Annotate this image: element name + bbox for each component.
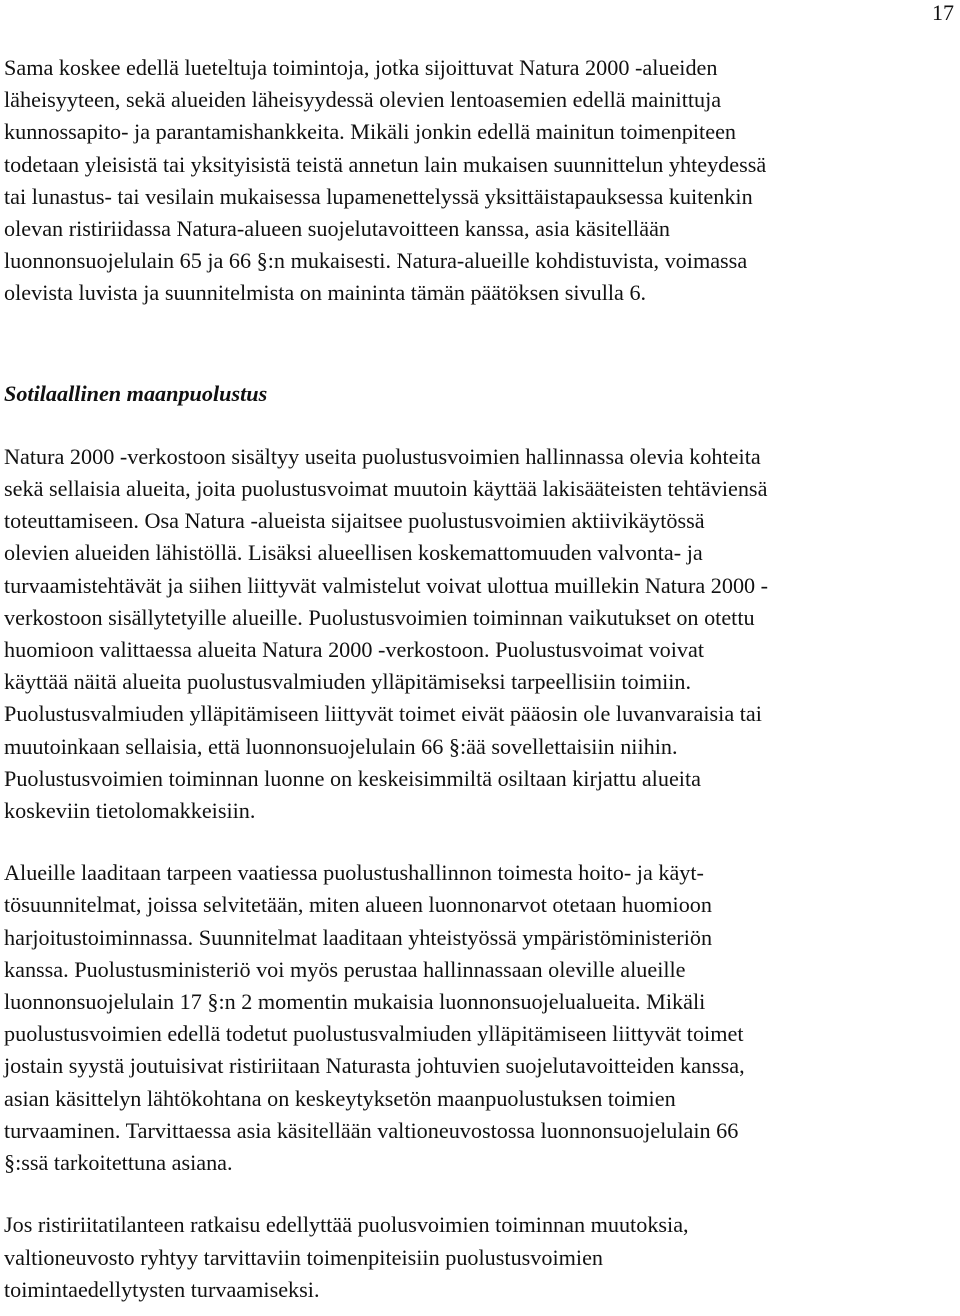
paragraph-4	[4, 1209, 954, 1306]
text-line: muutoinkaan sellaisia, että luonnonsuojelulain 66 §:ää sovellettaisiin niihin.	[4, 733, 678, 759]
text-line: Natura 2000 -verkostoon sisältyy useita puolustusvoimien hallinnassa olevia kohteita	[4, 443, 761, 469]
text-line: kunnossapito- ja parantamishankkeita. Mikäli jonkin edellä mainitun toimenpiteen	[4, 119, 737, 145]
paragraph-3	[4, 857, 954, 1179]
text-line: huomioon valittaessa alueita Natura 2000 -verkostoon. Puolustusvoimat voivat	[4, 637, 705, 663]
text-line: käyttää näitä alueita puolustusvalmiuden ylläpitämiseksi tarpeellisiin toimiin.	[4, 669, 692, 695]
text-line: Alueille laaditaan tarpeen vaatiessa puolustushallinnon toimesta hoito- ja käyt-	[4, 860, 704, 886]
text-line: valtioneuvosto ryhtyy tarvittaviin toimenpiteisiin puolustusvoimien	[4, 1244, 604, 1270]
text-line: asian käsittelyn lähtökohtana on keskeytyksetön maanpuolustuksen toimien	[4, 1085, 676, 1111]
text-line: toteuttamiseen. Osa Natura -alueista sijaitsee puolustusvoimien aktiivikäytössä	[4, 508, 705, 534]
text-line: Puolustusvalmiuden ylläpitämiseen liittyvät toimet eivät pääosin ole luvanvaraisia tai	[4, 701, 762, 727]
text-line: olevista luvista ja suunnitelmista on maininta tämän päätöksen sivulla 6.	[4, 280, 647, 306]
text-line: kanssa. Puolustusministeriö voi myös perustaa hallinnassaan oleville alueille	[4, 956, 686, 982]
section-heading: Sotilaallinen maanpuolustus	[4, 380, 268, 406]
text-line: sekä sellaisia alueita, joita puolustusvoimat muutoin käyttää lakisääteisten tehtäviensä	[4, 476, 768, 502]
text-line: toimintaedellytysten turvaamiseksi.	[4, 1276, 320, 1302]
text-line: harjoitustoiminnassa. Suunnitelmat laaditaan yhteistyössä ympäristöministeriön	[4, 924, 713, 950]
text-line: puolustusvoimien edellä todetut puolustusvalmiuden ylläpitämiseen liittyvät toimet	[4, 1021, 744, 1047]
text-line: tösuunnitelmat, joissa selvitetään, miten alueen luonnonarvot otetaan huomioon	[4, 892, 712, 918]
paragraph-2	[4, 441, 954, 827]
document-body	[4, 52, 954, 1306]
text-line: luonnonsuojelulain 17 §:n 2 momentin mukaisia luonnonsuojelualueita. Mikäli	[4, 989, 706, 1015]
paragraph-1	[4, 52, 954, 310]
text-line: turvaaminen. Tarvittaessa asia käsitellään valtioneuvostossa luonnonsuojelulain 66	[4, 1117, 739, 1143]
text-line: verkostoon sisällytetyille alueille. Puolustusvoimien toiminnan vaikutukset on otettu	[4, 604, 755, 630]
text-line: läheisyyteen, sekä alueiden läheisyydessä olevien lentoasemien edellä mainittuja	[4, 87, 722, 113]
text-line: turvaamistehtävät ja siihen liittyvät valmistelut voivat ulottua muillekin Natura 2000 -	[4, 572, 769, 598]
text-line: Sama koskee edellä lueteltuja toimintoja, jotka sijoittuvat Natura 2000 -alueiden	[4, 55, 718, 80]
text-line: tai lunastus- tai vesilain mukaisessa lupamenettelyssä yksittäistapauksessa kuitenkin	[4, 183, 753, 209]
text-line: Jos ristiriitatilanteen ratkaisu edellyttää puolusvoimien toiminnan muutoksia,	[4, 1212, 689, 1238]
text-line: olevan ristiriidassa Natura-alueen suojelutavoitteen kanssa, asia käsitellään	[4, 216, 671, 242]
text-line: todetaan yleisistä tai yksityisistä teistä annetun lain mukaisen suunnittelun yhteydessä	[4, 151, 767, 177]
text-line: olevien alueiden lähistöllä. Lisäksi alueellisen koskemattomuuden valvonta- ja	[4, 540, 703, 566]
text-line: luonnonsuojelulain 65 ja 66 §:n mukaisesti. Natura-alueille kohdistuvista, voimassa	[4, 248, 748, 274]
page-number: 17	[932, 0, 954, 25]
text-line: §:ssä tarkoitettuna asiana.	[4, 1150, 233, 1176]
text-line: koskeviin tietolomakkeisiin.	[4, 798, 256, 824]
text-line: Puolustusvoimien toiminnan luonne on keskeisimmiltä osiltaan kirjattu alueita	[4, 765, 701, 791]
text-line: jostain syystä joutuisivat ristiriitaan Naturasta johtuvien suojelutavoitteiden kanssa,	[4, 1053, 745, 1079]
